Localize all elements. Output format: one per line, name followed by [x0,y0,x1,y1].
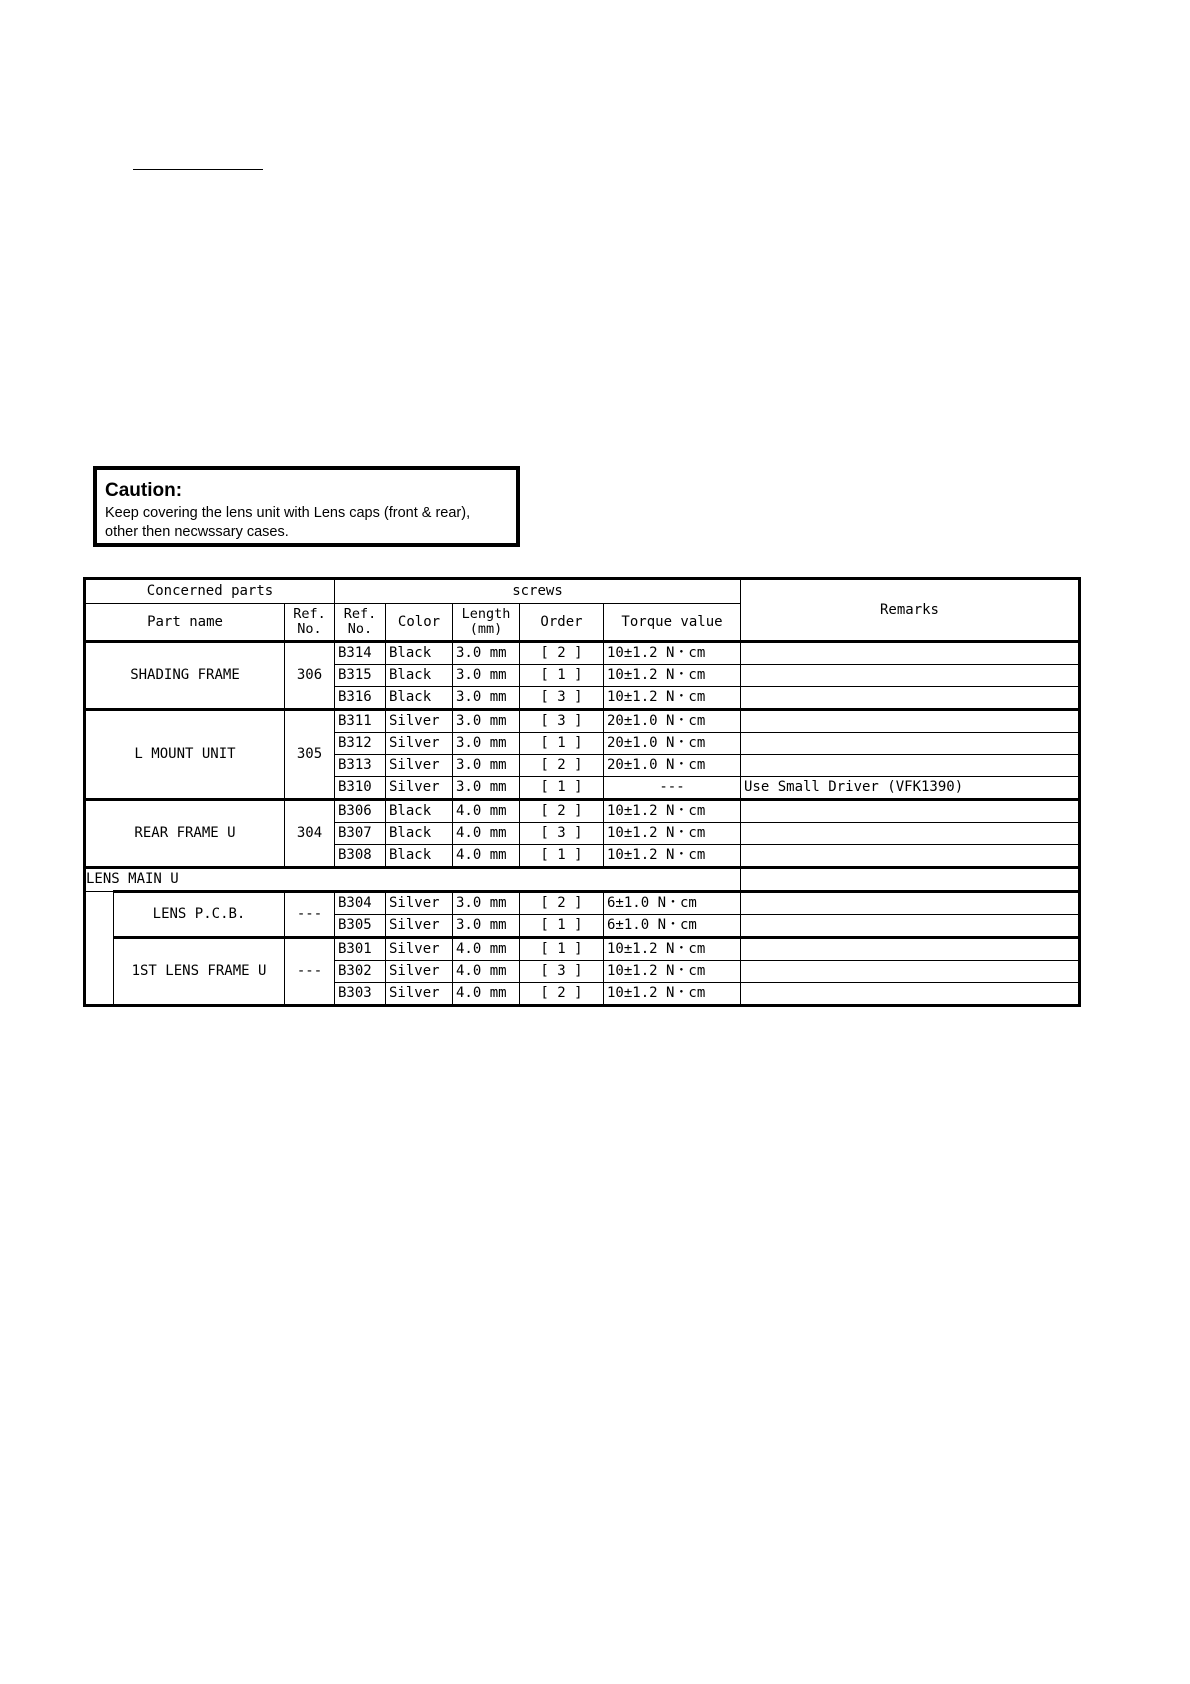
part-name: SHADING FRAME [85,642,285,710]
screw-length: 3.0 mm [453,915,520,938]
torque-value: 20±1.0 N・cm [604,755,741,777]
screw-color: Silver [386,755,453,777]
part-name: 1ST LENS FRAME U [114,938,285,1006]
part-ref-no: 305 [285,710,335,800]
screw-order: [ 1 ] [520,733,604,755]
screw-ref-no: B316 [335,687,386,710]
header-color: Color [386,604,453,642]
screw-length: 3.0 mm [453,777,520,800]
screw-color: Silver [386,892,453,915]
torque-value: 10±1.2 N・cm [604,642,741,665]
remarks [741,755,1080,777]
part-name: REAR FRAME U [85,800,285,868]
remarks [741,733,1080,755]
screw-color: Silver [386,777,453,800]
remarks [741,938,1080,961]
screw-order: [ 3 ] [520,687,604,710]
remarks [741,710,1080,733]
header-ref-no: Ref. No. [285,604,335,642]
torque-value: 6±1.0 N・cm [604,892,741,915]
screw-color: Silver [386,710,453,733]
remarks [741,845,1080,868]
header-remarks: Remarks [741,579,1080,642]
screw-order: [ 3 ] [520,710,604,733]
remarks [741,983,1080,1006]
screw-order: [ 1 ] [520,665,604,687]
screw-color: Silver [386,915,453,938]
screw-color: Black [386,845,453,868]
screw-length: 4.0 mm [453,983,520,1006]
remarks [741,642,1080,665]
screw-order: [ 3 ] [520,823,604,845]
remarks [741,687,1080,710]
remarks: Use Small Driver (VFK1390) [741,777,1080,800]
torque-value: 10±1.2 N・cm [604,983,741,1006]
title-underline [133,169,263,170]
screw-length: 3.0 mm [453,642,520,665]
part-name: LENS P.C.B. [114,892,285,938]
screw-order: [ 1 ] [520,915,604,938]
screw-ref-no: B305 [335,915,386,938]
header-torque: Torque value [604,604,741,642]
screw-order: [ 2 ] [520,800,604,823]
screw-color: Black [386,687,453,710]
screw-order: [ 2 ] [520,892,604,915]
torque-value: 20±1.0 N・cm [604,733,741,755]
screw-length: 4.0 mm [453,823,520,845]
screw-order: [ 2 ] [520,642,604,665]
indent-cell [85,892,114,938]
remarks [741,868,1080,892]
table-row [85,642,1080,665]
screw-order: [ 1 ] [520,845,604,868]
screw-order: [ 1 ] [520,938,604,961]
torque-value: 10±1.2 N・cm [604,665,741,687]
remarks [741,915,1080,938]
table-row [85,800,1080,823]
screw-color: Black [386,665,453,687]
indent-cell [85,938,114,1006]
torque-value: --- [604,777,741,800]
screw-ref-no: B310 [335,777,386,800]
screw-ref-no: B306 [335,800,386,823]
torque-value: 10±1.2 N・cm [604,800,741,823]
torque-value: 10±1.2 N・cm [604,845,741,868]
screw-torque-table [83,577,1081,1007]
part-name: L MOUNT UNIT [85,710,285,800]
table-row [85,892,1080,915]
screw-color: Black [386,823,453,845]
header-length: Length (mm) [453,604,520,642]
screw-length: 4.0 mm [453,938,520,961]
part-ref-no: --- [285,892,335,938]
screw-ref-no: B304 [335,892,386,915]
torque-value: 10±1.2 N・cm [604,687,741,710]
screw-ref-no: B307 [335,823,386,845]
screw-ref-no: B301 [335,938,386,961]
part-ref-no: 304 [285,800,335,868]
screw-ref-no: B315 [335,665,386,687]
screw-length: 4.0 mm [453,800,520,823]
caution-line-2: other then necwssary cases. [105,524,289,540]
remarks [741,800,1080,823]
torque-value: 10±1.2 N・cm [604,823,741,845]
screw-length: 3.0 mm [453,687,520,710]
screw-ref-no: B313 [335,755,386,777]
screw-order: [ 3 ] [520,961,604,983]
screw-ref-no: B302 [335,961,386,983]
table-row [85,938,1080,961]
screw-color: Silver [386,983,453,1006]
remarks [741,665,1080,687]
screw-length: 3.0 mm [453,733,520,755]
screw-color: Silver [386,961,453,983]
header-part-name: Part name [85,604,285,642]
torque-value: 10±1.2 N・cm [604,961,741,983]
screw-order: [ 1 ] [520,777,604,800]
screw-ref-no: B311 [335,710,386,733]
torque-value: 20±1.0 N・cm [604,710,741,733]
screw-ref-no: B312 [335,733,386,755]
remarks [741,892,1080,915]
part-ref-no: 306 [285,642,335,710]
torque-value: 10±1.2 N・cm [604,938,741,961]
screw-ref-no: B303 [335,983,386,1006]
screw-length: 3.0 mm [453,755,520,777]
section-lens-main: LENS MAIN U [85,868,741,892]
header-screws: screws [335,579,741,604]
table-row [85,710,1080,733]
header-order: Order [520,604,604,642]
screw-color: Silver [386,938,453,961]
screw-length: 4.0 mm [453,961,520,983]
screw-color: Silver [386,733,453,755]
remarks [741,823,1080,845]
screw-ref-no: B308 [335,845,386,868]
table-row [85,868,1080,892]
caution-box [93,466,520,547]
screw-length: 3.0 mm [453,892,520,915]
caution-line-1: Keep covering the lens unit with Lens caps (front & rear), [105,505,471,521]
screw-length: 3.0 mm [453,710,520,733]
screw-order: [ 2 ] [520,983,604,1006]
header-concerned-parts: Concerned parts [85,579,335,604]
part-ref-no: --- [285,938,335,1006]
screw-ref-no: B314 [335,642,386,665]
screw-color: Black [386,642,453,665]
remarks [741,961,1080,983]
screw-order: [ 2 ] [520,755,604,777]
screw-length: 3.0 mm [453,665,520,687]
caution-heading: Caution: [105,480,183,501]
torque-value: 6±1.0 N・cm [604,915,741,938]
screw-color: Black [386,800,453,823]
header-screw-ref-no: Ref. No. [335,604,386,642]
screw-length: 4.0 mm [453,845,520,868]
